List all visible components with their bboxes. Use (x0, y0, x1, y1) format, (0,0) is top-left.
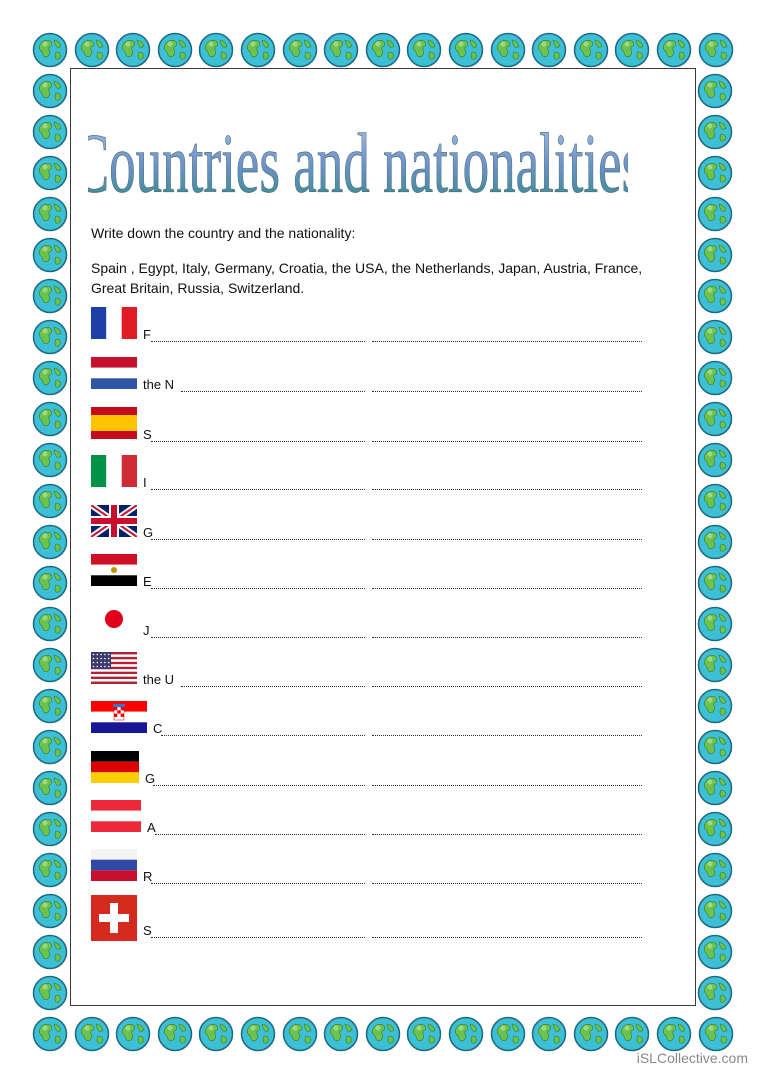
worksheet-row (0, 798, 766, 848)
globe-icon (448, 1016, 484, 1052)
globe-icon (32, 1016, 68, 1052)
globe-icon (697, 114, 733, 150)
nationality-answer-line[interactable] (372, 588, 642, 589)
globe-icon (406, 1016, 442, 1052)
globe-icon (282, 32, 318, 68)
globe-icon (115, 1016, 151, 1052)
globe-icon (573, 1016, 609, 1052)
globe-icon (157, 32, 193, 68)
globe-icon (74, 1016, 110, 1052)
worksheet-row (0, 847, 766, 897)
globe-icon (531, 1016, 567, 1052)
worksheet-row (0, 749, 766, 799)
country-prefix: the N (143, 377, 175, 392)
japan-flag (91, 603, 137, 635)
globe-icon (365, 1016, 401, 1052)
country-prefix: the U (143, 672, 175, 687)
nationality-answer-line[interactable] (372, 391, 642, 392)
nationality-answer-line[interactable] (372, 489, 642, 490)
country-answer-line[interactable] (151, 637, 366, 638)
title-text: Countries and nationalities (88, 117, 628, 211)
worksheet-row (0, 503, 766, 553)
globe-icon (614, 32, 650, 68)
globe-icon (614, 1016, 650, 1052)
globe-icon (240, 32, 276, 68)
page-title (88, 74, 628, 214)
title-wordart (88, 74, 628, 214)
country-answer-line[interactable] (151, 341, 366, 342)
country-prefix: J (143, 623, 150, 638)
country-answer-line[interactable] (151, 441, 366, 442)
nationality-answer-line[interactable] (372, 686, 642, 687)
country-answer-line[interactable] (151, 489, 366, 490)
country-prefix: A (147, 820, 156, 835)
netherlands-flag (91, 357, 137, 389)
country-answer-line[interactable] (181, 391, 366, 392)
globe-icon (365, 32, 401, 68)
country-answer-line[interactable] (151, 588, 366, 589)
nationality-answer-line[interactable] (372, 441, 642, 442)
country-answer-line[interactable] (151, 539, 366, 540)
globe-icon (490, 32, 526, 68)
globe-icon (490, 1016, 526, 1052)
globe-icon (697, 237, 733, 273)
worksheet-row (0, 305, 766, 355)
globe-icon (32, 32, 68, 68)
switzerland-flag (91, 895, 137, 941)
worksheet-row (0, 895, 766, 945)
nationality-answer-line[interactable] (372, 735, 642, 736)
country-answer-line[interactable] (155, 834, 366, 835)
globe-icon (74, 32, 110, 68)
usa-flag (91, 652, 137, 684)
worksheet-row (0, 699, 766, 749)
globe-icon (697, 155, 733, 191)
globe-icon (448, 32, 484, 68)
russia-flag (91, 849, 137, 881)
country-answer-line[interactable] (151, 883, 366, 884)
globe-icon (323, 32, 359, 68)
globe-icon (198, 1016, 234, 1052)
nationality-answer-line[interactable] (372, 539, 642, 540)
nationality-answer-line[interactable] (372, 785, 642, 786)
globe-icon (531, 32, 567, 68)
globe-icon (697, 196, 733, 232)
instruction-text: Write down the country and the nationality: (91, 225, 356, 241)
worksheet-row (0, 355, 766, 405)
worksheet-row (0, 405, 766, 455)
globe-icon (656, 32, 692, 68)
globe-icon (698, 32, 734, 68)
nationality-answer-line[interactable] (372, 883, 642, 884)
great-britain-flag (91, 505, 137, 537)
country-prefix: G (145, 771, 156, 786)
globe-icon (697, 73, 733, 109)
globe-icon (697, 975, 733, 1011)
country-answer-line[interactable] (153, 785, 366, 786)
country-prefix: F (143, 327, 151, 342)
globe-icon (32, 155, 68, 191)
globe-icon (656, 1016, 692, 1052)
croatia-flag (91, 701, 147, 733)
globe-icon (406, 32, 442, 68)
worksheet-row (0, 453, 766, 503)
globe-icon (32, 196, 68, 232)
globe-icon (323, 1016, 359, 1052)
italy-flag (91, 455, 137, 487)
globe-icon (198, 32, 234, 68)
spain-flag (91, 407, 137, 439)
globe-icon (157, 1016, 193, 1052)
nationality-answer-line[interactable] (372, 637, 642, 638)
worksheet-row (0, 601, 766, 651)
worksheet-row (0, 552, 766, 602)
france-flag (91, 307, 137, 339)
country-prefix: C (153, 721, 163, 736)
globe-icon (282, 1016, 318, 1052)
nationality-answer-line[interactable] (372, 834, 642, 835)
country-prefix: S (143, 427, 152, 442)
worksheet-row (0, 650, 766, 700)
globe-icon (573, 32, 609, 68)
globe-icon (32, 237, 68, 273)
word-bank: Spain , Egypt, Italy, Germany, Croatia, the USA, the Netherlands, Japan, Austria, France, Great Britain, Russia, Switzerland. (91, 260, 643, 296)
nationality-answer-line[interactable] (372, 341, 642, 342)
nationality-answer-line[interactable] (372, 937, 642, 938)
globe-icon (32, 73, 68, 109)
country-prefix: R (143, 869, 153, 884)
country-prefix: I (143, 475, 147, 490)
germany-flag (91, 751, 139, 783)
austria-flag (91, 800, 141, 832)
watermark: iSLCollective.com (636, 1050, 748, 1066)
country-prefix: S (143, 923, 152, 938)
country-prefix: G (143, 525, 154, 540)
globe-icon (698, 1016, 734, 1052)
egypt-flag (91, 554, 137, 586)
globe-icon (32, 975, 68, 1011)
country-answer-line[interactable] (181, 686, 366, 687)
country-prefix: E (143, 574, 152, 589)
globe-icon (115, 32, 151, 68)
globe-icon (240, 1016, 276, 1052)
globe-icon (32, 114, 68, 150)
country-answer-line[interactable] (161, 735, 366, 736)
country-answer-line[interactable] (151, 937, 366, 938)
